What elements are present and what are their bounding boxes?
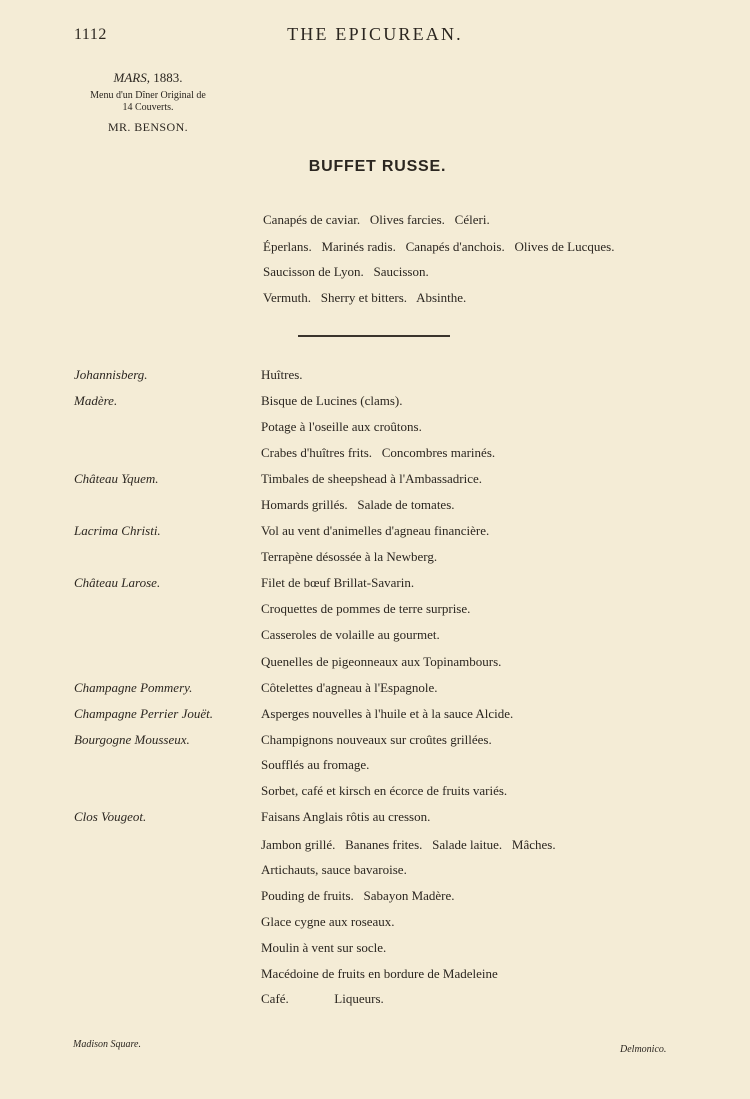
footer-restaurant: Delmonico. — [620, 1044, 667, 1055]
dish-item: Huîtres. — [261, 367, 303, 382]
section-divider — [298, 335, 450, 337]
buffet-line: Vermuth. Sherry et bitters. Absinthe. — [263, 290, 467, 305]
dish-item: Vol au vent d'animelles d'agneau financière. — [261, 523, 490, 538]
dish-item: Sorbet, café et kirsch en écorce de fruits variés. — [261, 783, 508, 798]
dish-item: Bisque de Lucines (clams). — [261, 393, 403, 408]
dish-item: Asperges nouvelles à l'huile et à la sauce Alcide. — [261, 706, 514, 721]
dish-item: Moulin à vent sur socle. — [261, 940, 387, 955]
menu-year: 1883. — [153, 70, 183, 85]
menu-description-line2: 14 Couverts. — [122, 102, 174, 113]
wine-item: Champagne Pommery. — [74, 680, 193, 695]
menu-description-line1: Menu d'un Dîner Original de — [90, 90, 206, 101]
dish-item: Faisans Anglais rôtis au cresson. — [261, 809, 431, 824]
dish-item: Homards grillés. Salade de tomates. — [261, 497, 455, 512]
dish-item: Côtelettes d'agneau à l'Espagnole. — [261, 680, 438, 695]
dish-item: Macédoine de fruits en bordure de Madeleine — [261, 966, 498, 981]
dish-item: Terrapène désossée à la Newberg. — [261, 549, 438, 564]
dish-item: Pouding de fruits. Sabayon Madère. — [261, 888, 455, 903]
dish-item: Soufflés au fromage. — [261, 757, 370, 772]
dish-item: Jambon grillé. Bananes frites. Salade laitue. Mâches. — [261, 837, 556, 852]
dish-item: Potage à l'oseille aux croûtons. — [261, 419, 422, 434]
dish-item: Casseroles de volaille au gourmet. — [261, 627, 440, 642]
wine-item: Château Yquem. — [74, 471, 159, 486]
buffet-title: BUFFET RUSSE. — [308, 158, 447, 175]
running-title: THE EPICUREAN. — [287, 24, 463, 44]
buffet-line: Éperlans. Marinés radis. Canapés d'anchois. Olives de Lucques. — [263, 239, 615, 254]
dish-item: Filet de bœuf Brillat-Savarin. — [261, 575, 415, 590]
footer-location: Madison Square. — [73, 1039, 141, 1050]
dish-item: Glace cygne aux roseaux. — [261, 914, 395, 929]
page-number: 1112 — [74, 26, 107, 43]
wine-item: Bourgogne Mousseux. — [74, 732, 190, 747]
wine-item: Lacrima Christi. — [74, 523, 161, 538]
dish-item: Champignons nouveaux sur croûtes grillées. — [261, 732, 492, 747]
dish-item: Artichauts, sauce bavaroise. — [261, 862, 407, 877]
wine-item: Clos Vougeot. — [74, 809, 147, 824]
dish-item: Café. Liqueurs. — [261, 991, 384, 1006]
dish-item: Croquettes de pommes de terre surprise. — [261, 601, 471, 616]
menu-month: MARS, — [113, 70, 150, 85]
dish-item: Timbales de sheepshead à l'Ambassadrice. — [261, 471, 482, 486]
buffet-line: Saucisson de Lyon. Saucisson. — [263, 264, 429, 279]
wine-item: Château Larose. — [74, 575, 161, 590]
wine-item: Johannisberg. — [74, 367, 148, 382]
host-name: MR. BENSON. — [107, 120, 189, 134]
buffet-line: Canapés de caviar. Olives farcies. Céleri. — [263, 212, 490, 227]
wine-item: Madère. — [74, 393, 118, 408]
dish-item: Crabes d'huîtres frits. Concombres marinés. — [261, 445, 496, 460]
wine-item: Champagne Perrier Jouët. — [74, 706, 214, 721]
menu-date — [74, 70, 222, 86]
dish-item: Quenelles de pigeonneaux aux Topinambours. — [261, 654, 502, 669]
